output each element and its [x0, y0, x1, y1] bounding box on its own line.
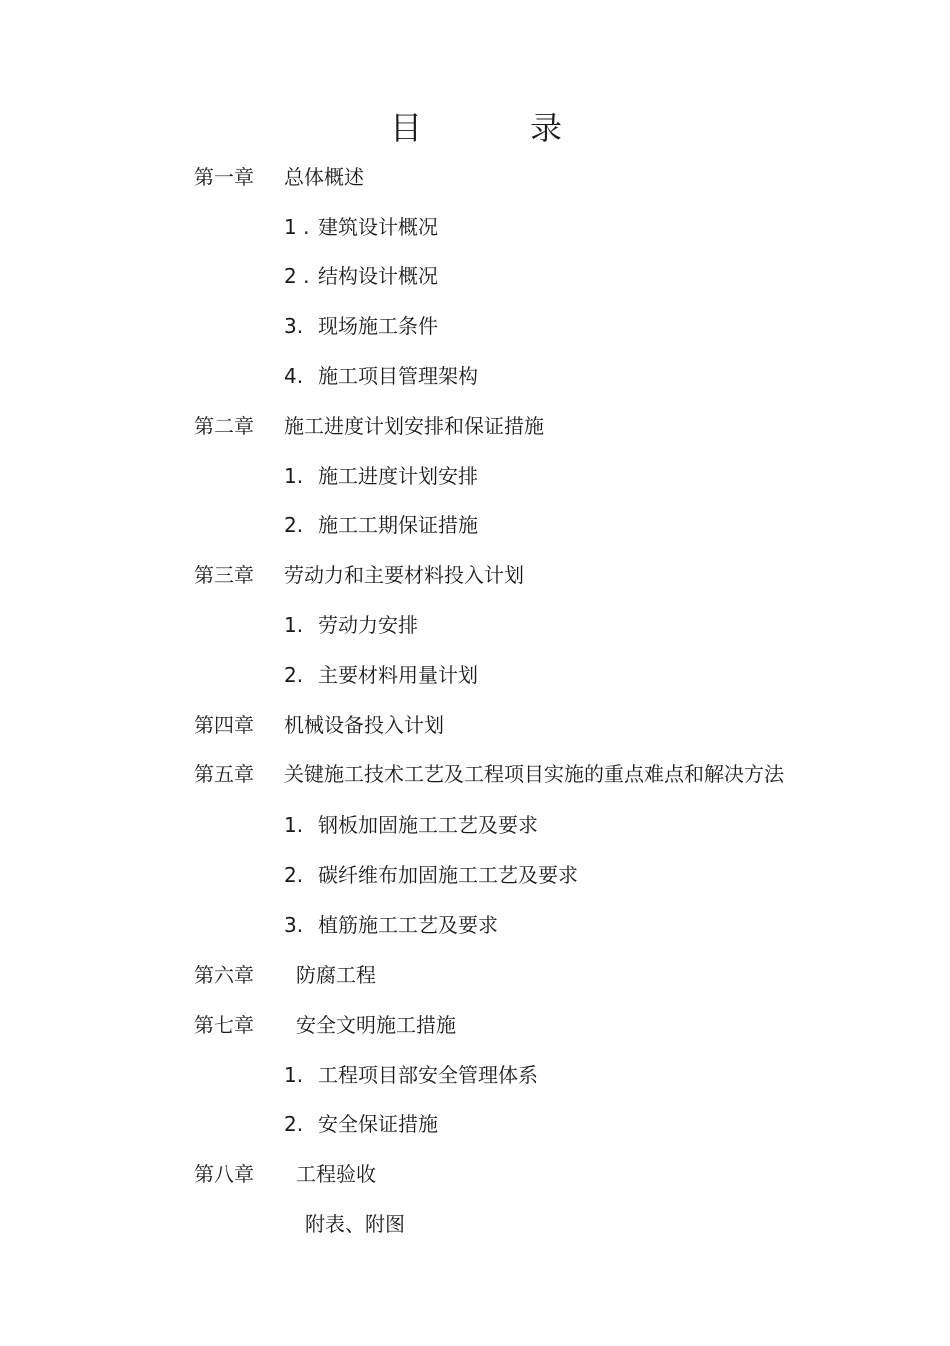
- section-number: 2.: [284, 513, 304, 537]
- section-number: 1.: [284, 613, 304, 637]
- section-title: 施工工期保证措施: [318, 513, 478, 537]
- chapter-label: 第六章: [194, 963, 254, 987]
- chapter-label: 第四章: [194, 713, 254, 737]
- chapter-label: 第五章: [194, 762, 254, 786]
- chapter-title: 工程验收: [296, 1162, 376, 1186]
- page-title: [0, 106, 950, 150]
- section-title: 主要材料用量计划: [318, 663, 478, 687]
- chapter-title: 施工进度计划安排和保证措施: [284, 414, 544, 438]
- section-number: 2 .: [284, 264, 310, 288]
- section-number: 1 .: [284, 215, 310, 239]
- chapter-label: 第二章: [194, 414, 254, 438]
- section-title: 劳动力安排: [318, 613, 418, 637]
- section-title: 施工项目管理架构: [318, 364, 478, 388]
- section-title: 现场施工条件: [318, 314, 438, 338]
- section-title: 结构设计概况: [318, 264, 438, 288]
- section-title: 碳纤维布加固施工工艺及要求: [318, 863, 578, 887]
- appendix-title: 附表、附图: [305, 1212, 405, 1236]
- chapter-title: 总体概述: [284, 165, 364, 189]
- section-title: 施工进度计划安排: [318, 464, 478, 488]
- chapter-title: 关键施工技术工艺及工程项目实施的重点难点和解决方法: [284, 762, 784, 786]
- chapter-label: 第一章: [194, 165, 254, 189]
- section-number: 4.: [284, 364, 304, 388]
- section-number: 1.: [284, 464, 304, 488]
- chapter-title: 劳动力和主要材料投入计划: [284, 563, 524, 587]
- section-title: 工程项目部安全管理体系: [318, 1063, 538, 1087]
- section-number: 1.: [284, 1063, 304, 1087]
- title-char-2: 录: [530, 109, 563, 147]
- section-number: 1.: [284, 813, 304, 837]
- chapter-title: 安全文明施工措施: [296, 1013, 456, 1037]
- chapter-label: 第三章: [194, 563, 254, 587]
- chapter-label: 第七章: [194, 1013, 254, 1037]
- section-number: 3.: [284, 913, 304, 937]
- section-number: 3.: [284, 314, 304, 338]
- section-number: 2.: [284, 863, 304, 887]
- section-title: 安全保证措施: [318, 1112, 438, 1136]
- chapter-label: 第八章: [194, 1162, 254, 1186]
- section-number: 2.: [284, 663, 304, 687]
- section-title: 钢板加固施工工艺及要求: [318, 813, 538, 837]
- section-title: 植筋施工工艺及要求: [318, 913, 498, 937]
- chapter-title: 防腐工程: [296, 963, 376, 987]
- chapter-title: 机械设备投入计划: [284, 713, 444, 737]
- section-title: 建筑设计概况: [318, 215, 438, 239]
- title-char-1: 目: [390, 109, 423, 147]
- section-number: 2.: [284, 1112, 304, 1136]
